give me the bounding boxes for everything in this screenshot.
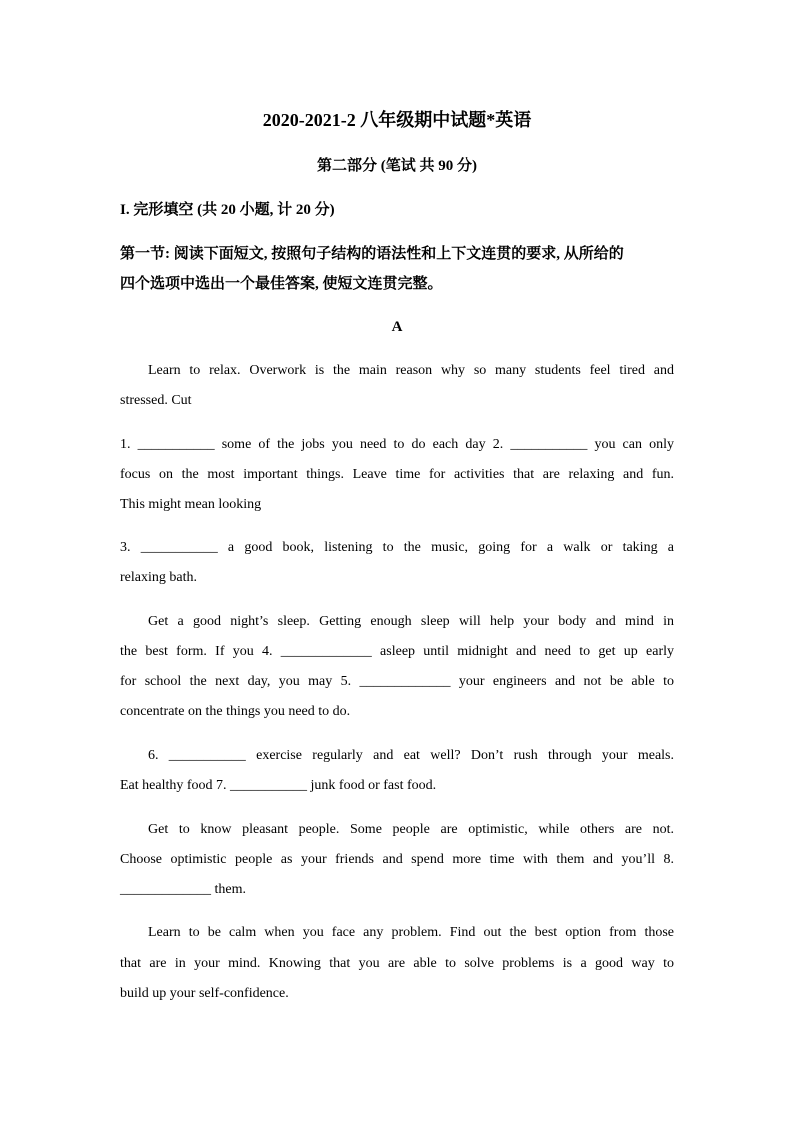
passage-line: 1. ___________ some of the jobs you need to do each day 2. ___________ you can only (120, 437, 674, 452)
instruction-paragraph (120, 239, 674, 299)
passage-line: Learn to relax. Overwork is the main reason why so many students feel tired and (148, 363, 674, 378)
passage-line: build up your self-confidence. (120, 986, 289, 1001)
section-heading: I. 完形填空 (共 20 小题, 计 20 分) (120, 202, 335, 218)
passage-line: Eat healthy food 7. ___________ junk food or fast food. (120, 778, 437, 793)
exam-page (120, 0, 674, 1123)
passage-line: 6. ___________ exercise regularly and eat well? Don’t rush through your meals. (148, 748, 674, 763)
passage-line: 3. ___________ a good book, listening to the music, going for a walk or taking a (120, 540, 674, 555)
exam-title: 2020-2021-2 八年级期中试题*英语 (262, 110, 532, 130)
passage-line: _____________ them. (120, 882, 246, 897)
passage-line: that are in your mind. Knowing that you are able to solve problems is a good way to (120, 956, 674, 971)
passage-line: Get to know pleasant people. Some people are optimistic, while others are not. (148, 822, 674, 837)
part-subtitle: 第二部分 (笔试 共 90 分) (317, 158, 477, 174)
passage-letter: A (391, 319, 403, 335)
passage-line: stressed. Cut (120, 393, 192, 408)
passage-line: Learn to be calm when you face any problem. Find out the best option from those (148, 925, 674, 940)
instruction-line: 四个选项中选出一个最佳答案, 使短文连贯完整。 (120, 276, 443, 292)
passage-line: the best form. If you 4. _____________ asleep until midnight and need to get up early (120, 644, 674, 659)
passage-line: focus on the most important things. Leave time for activities that are relaxing and fun. (120, 467, 674, 482)
passage-line: concentrate on the things you need to do. (120, 704, 351, 719)
passage-line: Get a good night’s sleep. Getting enough sleep will help your body and mind in (148, 614, 674, 629)
passage-line: Choose optimistic people as your friends and spend more time with them and you’ll 8. (120, 852, 674, 867)
passage-line: This might mean looking (120, 497, 262, 512)
instruction-line: 第一节: 阅读下面短文, 按照句子结构的语法性和上下文连贯的要求, 从所给的 (120, 246, 624, 262)
passage-line: relaxing bath. (120, 570, 197, 585)
passage-line: for school the next day, you may 5. _____________ your engineers and not be able to (120, 674, 674, 689)
